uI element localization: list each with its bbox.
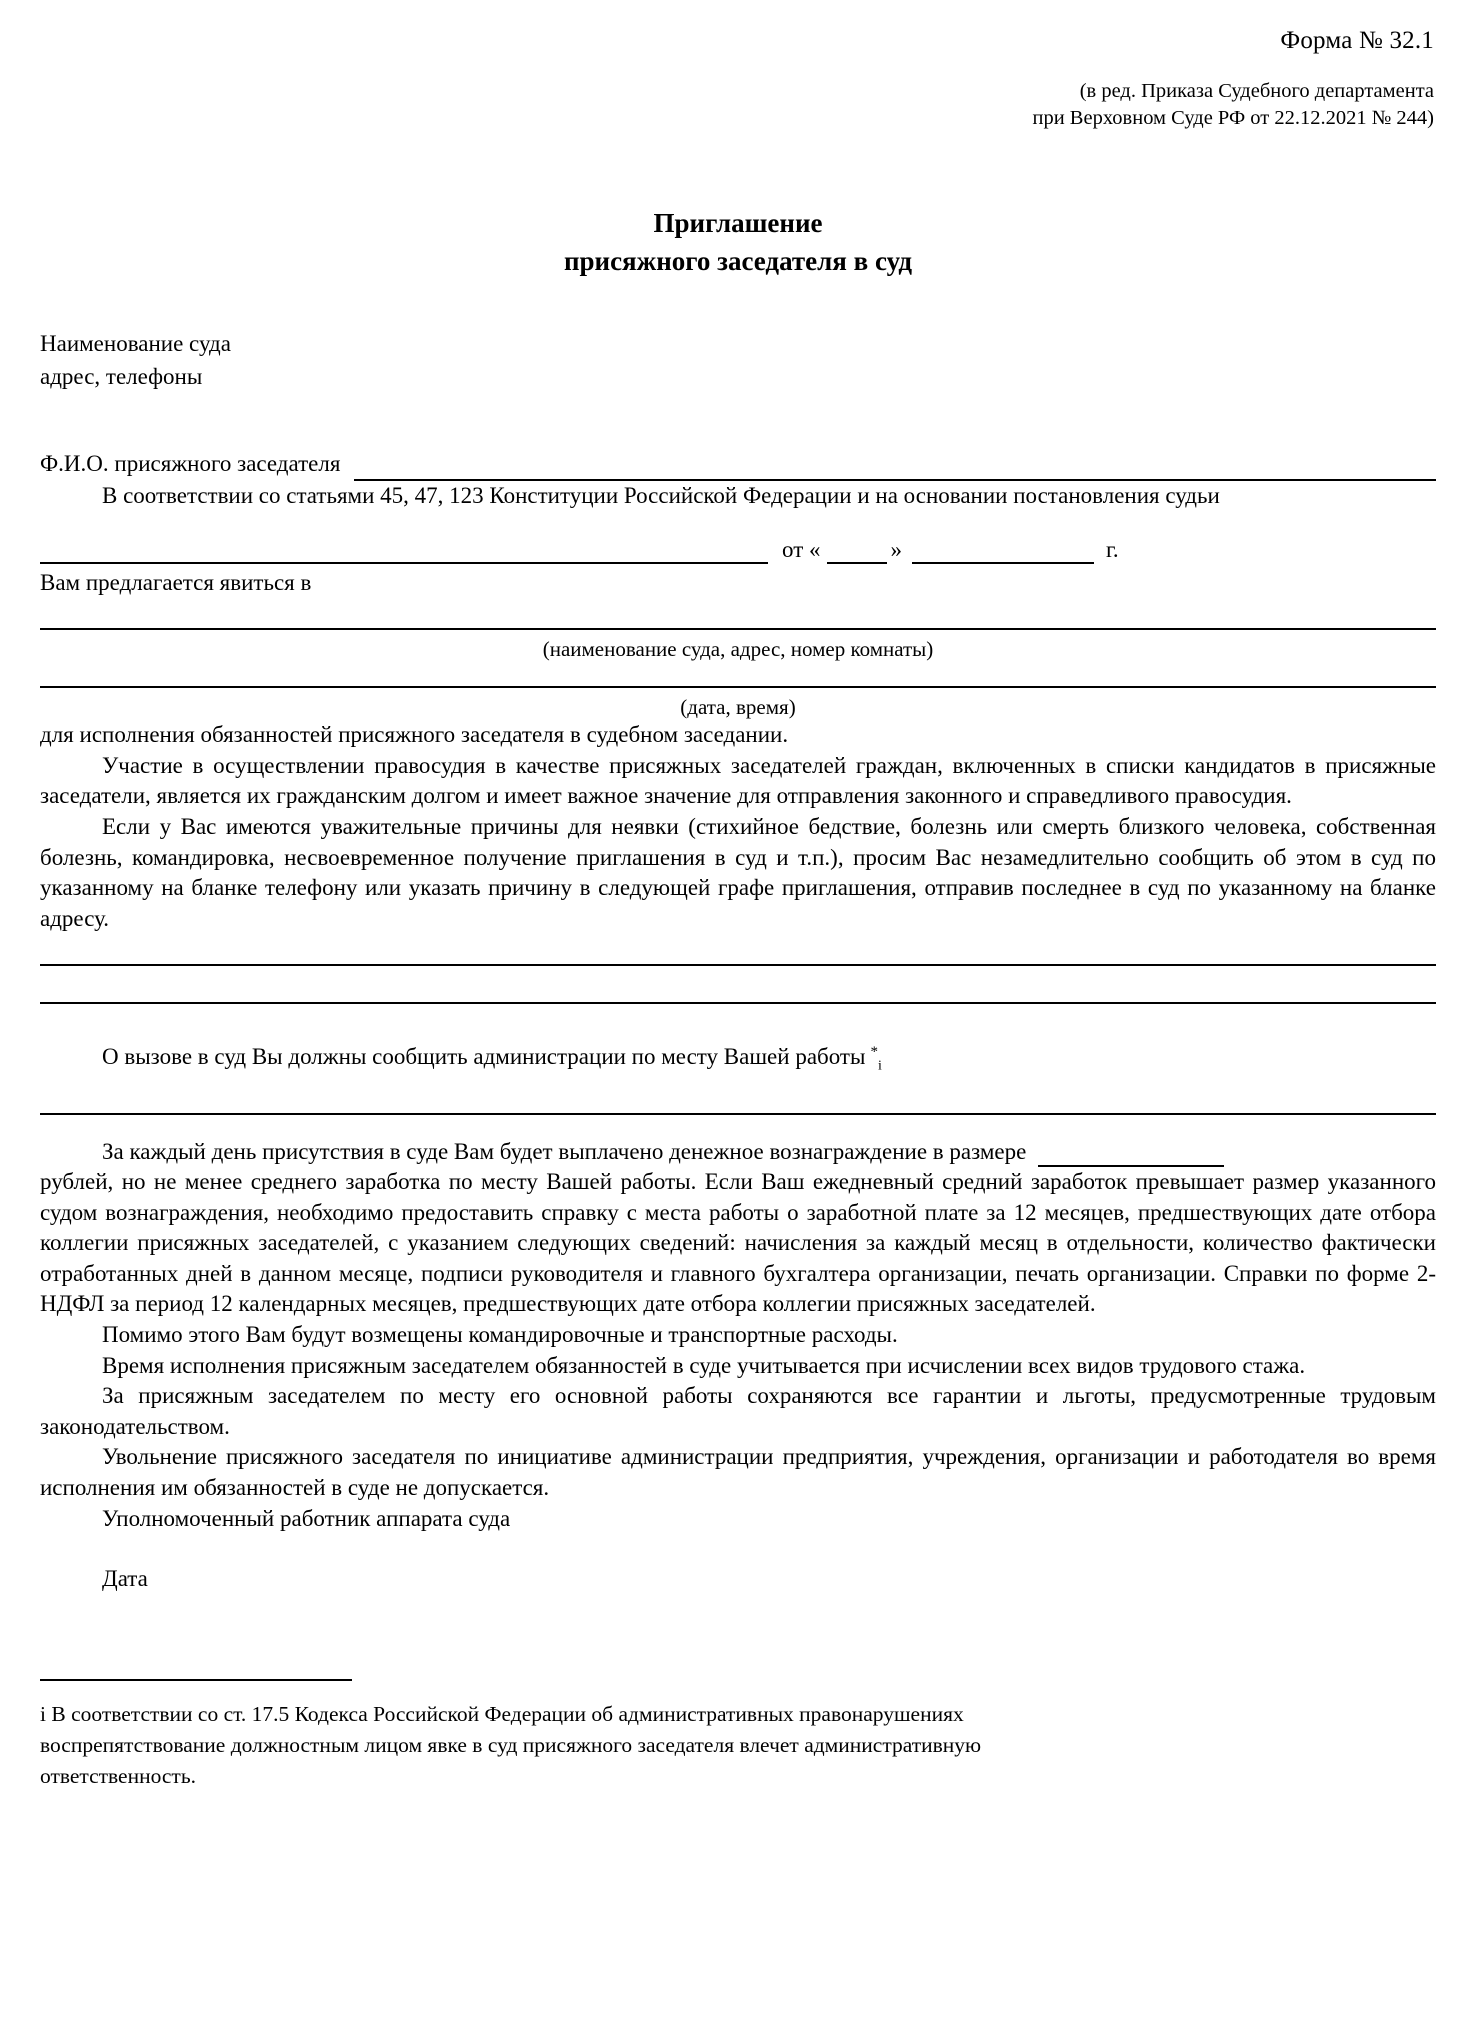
edition-line-2: при Верховном Суде РФ от 22.12.2021 № 244) (1032, 107, 1434, 130)
reason-blank-rule-2[interactable] (40, 1002, 1436, 1004)
date-month-blank-rule[interactable] (912, 542, 1094, 564)
paragraph-appear-request: Вам предлагается явиться в (40, 570, 312, 596)
ruling-date-row (40, 537, 1436, 564)
caption-datetime: (дата, время) (680, 695, 796, 720)
title-line-1: Приглашение (653, 208, 823, 239)
footnote-marker-star: * (870, 1043, 878, 1060)
date-day-blank-rule[interactable] (827, 542, 887, 564)
judge-ruling-blank-rule[interactable] (40, 542, 768, 564)
court-block (40, 327, 1436, 393)
paragraph-guarantees: За присяжным заседателем по месту его основной работы сохраняются все гарантии и льготы, предусмотренные трудовым законодательством. (40, 1383, 1436, 1439)
paragraph-date-label: Дата (102, 1566, 148, 1592)
court-name-placeholder: Наименование суда (40, 330, 231, 356)
payment-amount-blank-rule[interactable] (1038, 1145, 1224, 1167)
form-number: Форма № 32.1 (1280, 27, 1434, 54)
paragraph-purpose: для исполнения обязанностей присяжного заседателя в судебном заседании. (40, 722, 789, 748)
edition-note (40, 56, 1436, 132)
reason-blank-rule-1[interactable] (40, 964, 1436, 966)
edition-line-1: (в ред. Приказа Судебного департамента (1079, 80, 1434, 102)
paragraph-notify-employer (40, 1042, 1436, 1076)
title-line-2: присяжного заседателя в суд (563, 246, 913, 277)
employer-note-blank-rule[interactable] (40, 1113, 1436, 1115)
paragraph-payment-line (40, 1137, 1436, 1168)
date-from-label: от « (782, 537, 821, 563)
court-details-rule-wrap (40, 598, 1436, 662)
page-content (40, 0, 1436, 2018)
paragraph-valid-excuse: Если у Вас имеются уважительные причины для неявки (стихийное бедствие, болезнь или смерть близкого человека, собственная болезнь, командировка, несвоевременное получение приглашения в суд и т.п.), просим Вас незамедлительно сообщить об этом в суд по указанному на бланке телефону или указать причину в следующей графе приглашения, отправив последнее в суд по указанному на бланке адресу. (40, 814, 1436, 931)
date-quote-close: » (890, 537, 902, 563)
notify-employer-text: О вызове в суд Вы должны сообщить администрации по месту Вашей работы (102, 1044, 866, 1070)
footnote-text: i В соответствии со ст. 17.5 Кодекса Российской Федерации об административных правонарушениях воспрепятствование должностным лицом явке в суд присяжного заседателя влечет административную ответственность. (40, 1701, 982, 1789)
reason-blank-rules (40, 964, 1436, 1004)
paragraph-civic-duty: Участие в осуществлении правосудия в качестве присяжных заседателей граждан, включенных в списки кандидатов в присяжные заседатели, является их гражданским долгом и имеет важное значение для отправления законного и справедливого правосудия. (40, 752, 1436, 809)
juror-fio-blank-rule[interactable] (354, 457, 1436, 481)
paragraph-seniority: Время исполнения присяжным заседателем обязанностей в суде учитывается при исчислении всех видов трудового стажа. (102, 1352, 1306, 1378)
paragraph-payment-details: рублей, но не менее среднего заработка по месту Вашей работы. Если Ваш ежедневный средний заработок превышает размер указанного судом вознаграждения, необходимо предоставить справку с места работы о заработной плате за 12 месяцев, предшествующих дате отбора коллегии присяжных заседателей, с указанием следующих сведений: начисления за каждый месяц в отдельности, количество фактически отработанных дней в данном месяце, подписи руководителя и главного бухгалтера организации, печать организации. Справки по форме 2-НДФЛ за период 12 календарных месяцев, предшествующих дате отбора коллегии присяжных заседателей. (40, 1169, 1436, 1317)
caption-court-details: (наименование суда, адрес, номер комнаты) (542, 637, 934, 662)
paragraph-dismissal-ban: Увольнение присяжного заседателя по инициативе администрации предприятия, учреждения, организации и работодателя во время исполнения им обязанностей в суде не допускается. (40, 1444, 1436, 1500)
paragraph-expenses: Помимо этого Вам будут возмещены командировочные и транспортные расходы. (102, 1322, 898, 1348)
court-address-placeholder: адрес, телефоны (40, 363, 203, 389)
page-title (40, 204, 1436, 281)
juror-fio-label: Ф.И.О. присяжного заседателя (40, 450, 341, 476)
date-year-suffix: г. (1106, 537, 1119, 563)
footnote-marker-i: i (877, 1058, 882, 1074)
employer-note-rule-wrap (40, 1077, 1436, 1115)
paragraph-authorized-officer: Уполномоченный работник аппарата суда (102, 1505, 511, 1531)
footnote-separator (40, 1679, 352, 1681)
datetime-rule-wrap (40, 662, 1436, 720)
payment-text: За каждый день присутствия в суде Вам будет выплачено денежное вознаграждение в размере (102, 1138, 1027, 1164)
paragraph-legal-basis: В соответствии со статьями 45, 47, 123 Конституции Российской Федерации и на основании постановления судьи (102, 482, 1220, 508)
juror-fio-row (40, 449, 1436, 481)
